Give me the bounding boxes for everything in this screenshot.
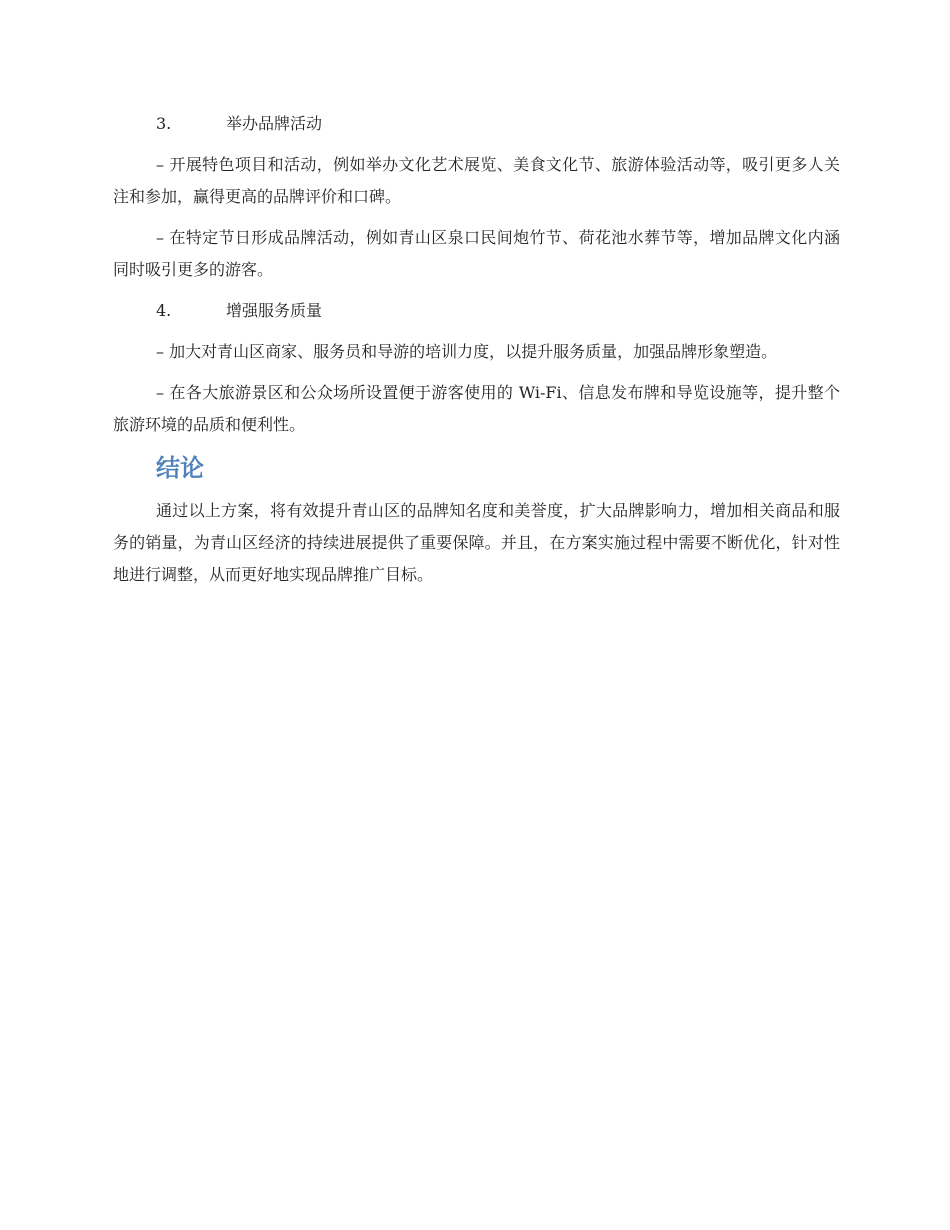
- section-heading-conclusion: 结论: [156, 454, 204, 482]
- list-item-number: 4.: [156, 301, 172, 320]
- document-body: [113, 108, 840, 600]
- list-item-title: 举办品牌活动: [226, 114, 323, 133]
- body-paragraph: – 加大对青山区商家、服务员和导游的培训力度，以提升服务质量，加强品牌形象塑造。: [156, 342, 778, 361]
- list-item-number: 3.: [156, 114, 172, 133]
- conclusion-paragraph: 通过以上方案，将有效提升青山区的品牌知名度和美誉度，扩大品牌影响力，增加相关商品和服务的销量，为青山区经济的持续进展提供了重要保障。并且，在方案实施过程中需要不断优化，针对性地进行调整，从而更好地实现品牌推广目标。: [113, 501, 840, 584]
- list-item-heading: [113, 295, 840, 327]
- body-paragraph: – 在特定节日形成品牌活动，例如青山区泉口民间炮竹节、荷花池水葬节等，增加品牌文化内涵同时吸引更多的游客。: [113, 228, 840, 279]
- body-paragraph: – 在各大旅游景区和公众场所设置便于游客使用的 Wi-Fi、信息发布牌和导览设施等，提升整个旅游环境的品质和便利性。: [113, 383, 840, 434]
- body-paragraph: – 开展特色项目和活动，例如举办文化艺术展览、美食文化节、旅游体验活动等，吸引更多人关注和参加，赢得更高的品牌评价和口碑。: [113, 155, 840, 206]
- list-item-title: 增强服务质量: [226, 301, 323, 320]
- list-item-heading: [113, 108, 840, 140]
